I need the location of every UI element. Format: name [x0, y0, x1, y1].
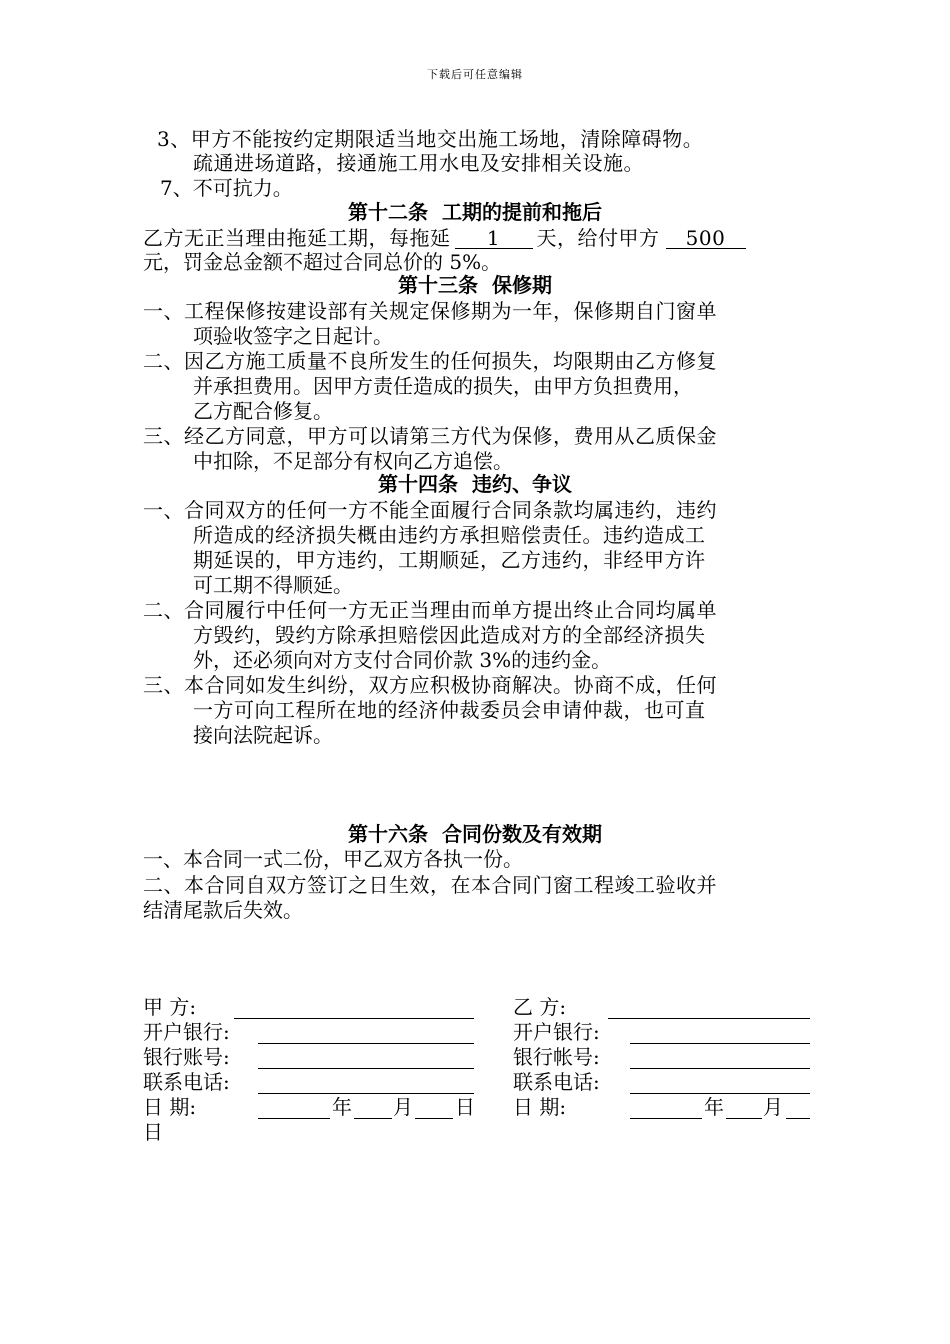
article-14-item-3-line-1: 三、本合同如发生纠纷，双方应积极协商解决。协商不成，任何: [143, 673, 717, 697]
phone-a-line: [258, 1093, 474, 1094]
date-b-year-line: [630, 1118, 702, 1119]
article-13-item-1-line-2: 项验收签字之日起计。: [193, 324, 393, 348]
article-13-item-1-line-1: 一、工程保修按建设部有关规定保修期为一年，保修期自门窗单: [143, 299, 717, 323]
article-12-title: 第十二条 工期的提前和拖后: [348, 200, 602, 224]
article-13-item-3-line-2: 中扣除，不足部分有权向乙方追偿。: [193, 449, 513, 473]
date-a-year: 年: [332, 1095, 352, 1119]
date-b-label: 日 期:: [513, 1095, 567, 1119]
delay-text-1: 乙方无正当理由拖延工期，每拖延: [143, 226, 451, 250]
article-14-item-1-line-4: 可工期不得顺延。: [193, 573, 353, 597]
date-b-day: 日: [143, 1120, 163, 1144]
bank-b-line: [630, 1043, 810, 1044]
account-b-label: 银行帐号:: [513, 1045, 600, 1069]
article-14-title: 第十四条 违约、争议: [378, 472, 572, 496]
party-a-line: [234, 1018, 474, 1019]
date-a-year-line: [258, 1118, 330, 1119]
article-13-item-2-line-2: 并承担费用。因甲方责任造成的损失，由甲方负担费用，: [193, 374, 693, 398]
party-b-line: [608, 1018, 810, 1019]
article-12-line-1: [143, 226, 746, 250]
article-14-item-2-line-2: 方毁约，毁约方除承担赔偿因此造成对方的全部经济损失: [193, 623, 706, 647]
article-13-item-3-line-1: 三、经乙方同意，甲方可以请第三方代为保修，费用从乙质保金: [143, 424, 717, 448]
account-a-line: [258, 1068, 474, 1069]
delay-days-field: 1: [455, 228, 533, 249]
article-12-line-2: 元，罚金总金额不超过合同总价的 5%。: [143, 250, 502, 274]
phone-b-label: 联系电话:: [513, 1070, 600, 1094]
party-b-label: 乙 方:: [513, 995, 567, 1019]
article-16-title: 第十六条 合同份数及有效期: [348, 822, 602, 846]
penalty-amount-field: 500: [666, 228, 746, 249]
date-b-day-line: [786, 1118, 810, 1119]
account-b-line: [630, 1068, 810, 1069]
phone-a-label: 联系电话:: [143, 1070, 230, 1094]
date-b-year: 年: [704, 1095, 724, 1119]
date-a-month-line: [354, 1118, 392, 1119]
article-16-item-2-line-1: 二、本合同自双方签订之日生效，在本合同门窗工程竣工验收并: [143, 873, 717, 897]
article-13-item-2-line-1: 二、因乙方施工质量不良所发生的任何损失，均限期由乙方修复: [143, 349, 717, 373]
party-a-label: 甲 方:: [143, 995, 197, 1019]
phone-b-line: [630, 1093, 810, 1094]
article-14-item-3-line-2: 一方可向工程所在地的经济仲裁委员会申请仲裁，也可直: [193, 698, 706, 722]
bank-a-line: [258, 1043, 474, 1044]
date-a-day-line: [415, 1118, 453, 1119]
bank-b-label: 开户银行:: [513, 1020, 600, 1044]
date-a-label: 日 期:: [143, 1095, 197, 1119]
page-header: 下载后可任意编辑: [427, 68, 523, 81]
date-a-day: 日: [455, 1095, 475, 1119]
article-14-item-1-line-2: 所造成的经济损失概由违约方承担赔偿责任。违约造成工: [193, 523, 706, 547]
article-14-item-2-line-1: 二、合同履行中任何一方无正当理由而单方提出终止合同均属单: [143, 598, 717, 622]
clause-3-line-2: 疏通进场道路，接通施工用水电及安排相关设施。: [193, 151, 644, 175]
article-14-item-3-line-3: 接向法院起诉。: [193, 723, 333, 747]
account-a-label: 银行账号:: [143, 1045, 230, 1069]
clause-7-line: 7、不可抗力。: [160, 176, 293, 200]
article-14-item-2-line-3: 外，还必须向对方支付合同价款 3%的违约金。: [193, 648, 612, 672]
article-16-item-1: 一、本合同一式二份，甲乙双方各执一份。: [143, 847, 523, 871]
article-14-item-1-line-1: 一、合同双方的任何一方不能全面履行合同条款均属违约，违约: [143, 498, 717, 522]
clause-3-line-1: 3、甲方不能按约定期限适当地交出施工场地，清除障碍物。: [157, 127, 704, 151]
article-14-item-1-line-3: 期延误的，甲方违约，工期顺延，乙方违约，非经甲方许: [193, 548, 706, 572]
date-b-month-line: [726, 1118, 762, 1119]
article-13-item-2-line-3: 乙方配合修复。: [193, 399, 333, 423]
delay-text-2: 天，给付甲方: [536, 226, 660, 250]
article-16-item-2-line-2: 结清尾款后失效。: [143, 898, 303, 922]
bank-a-label: 开户银行:: [143, 1020, 230, 1044]
date-a-month: 月: [393, 1095, 413, 1119]
article-13-title: 第十三条 保修期: [398, 273, 552, 297]
date-b-month: 月: [763, 1095, 783, 1119]
